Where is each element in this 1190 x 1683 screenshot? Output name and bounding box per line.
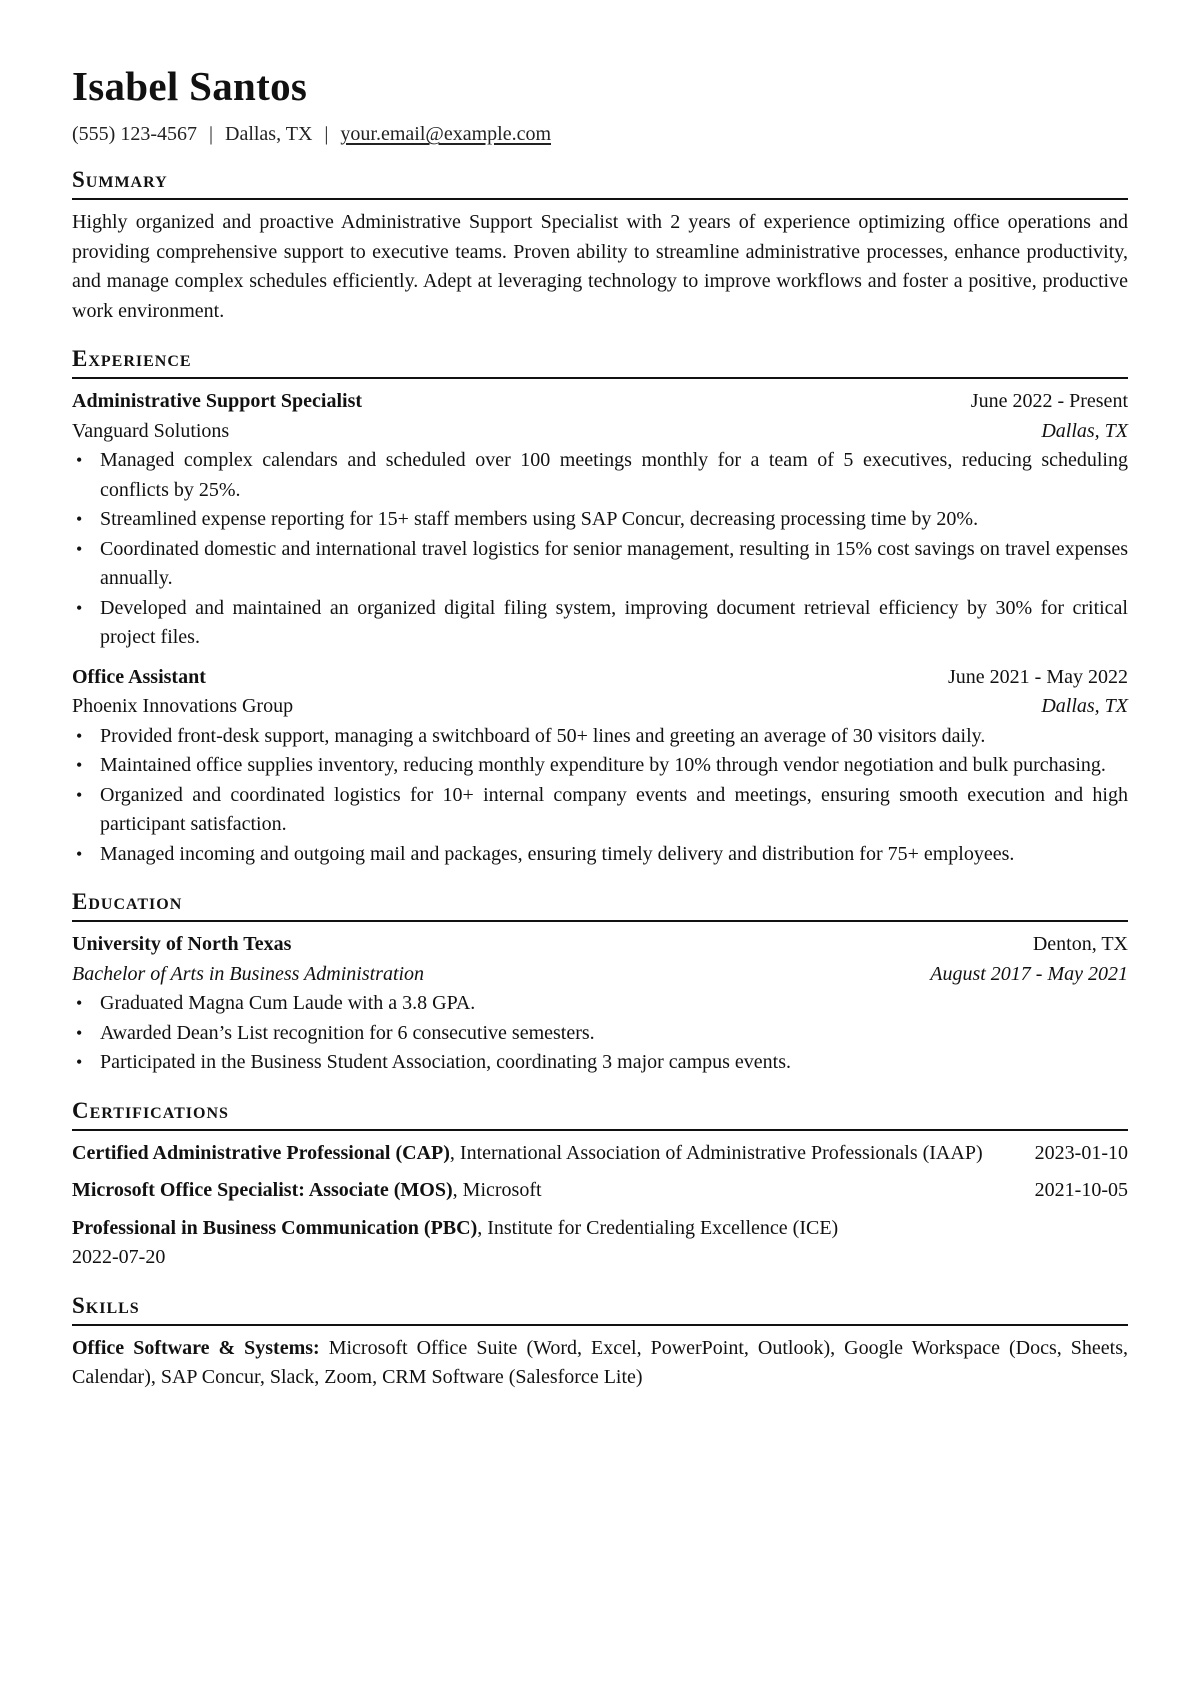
- education-bullets: [72, 989, 1128, 1078]
- degree: Bachelor of Arts in Business Administration: [72, 962, 425, 985]
- job-entry: [72, 663, 1128, 870]
- job-title: Administrative Support Specialist: [72, 390, 363, 412]
- section-title-education: Education: [72, 889, 1128, 922]
- job-location: Dallas, TX: [1041, 695, 1128, 717]
- experience-section: [72, 346, 1128, 869]
- phone-number: (555) 123-4567: [72, 123, 197, 145]
- separator: |: [208, 123, 213, 145]
- summary-text: Highly organized and proactive Administrative Support Specialist with 2 years of experience optimizing office operations and providing comprehensive support to executive teams. Proven ability to streamline administrative processes, enhance productivity, and manage complex schedules efficiently. Adept at leveraging technology to improve workflows and foster a positive, productive work environment.: [72, 211, 1128, 322]
- education-section: [72, 889, 1128, 1078]
- list-item: • Maintained office supplies inventory, reducing monthly expenditure by 10% through vendor negotiation and bulk purchasing.: [72, 751, 1128, 781]
- certification-date: 2023-01-10: [1034, 1141, 1128, 1164]
- section-title-skills: Skills: [72, 1293, 1128, 1326]
- candidate-name: Isabel Santos: [72, 63, 308, 109]
- certification-item: Professional in Business Communication (PBC), Institute for Credentialing Excellence (ICE) 2022-07-20: [72, 1216, 839, 1268]
- resume-page: [72, 62, 1128, 1393]
- certification-item: 2021-10-05 Microsoft Office Specialist: Associate (MOS), Microsoft: [72, 1176, 1128, 1206]
- separator: |: [324, 123, 329, 145]
- list-item: • Graduated Magna Cum Laude with a 3.8 GPA.: [72, 989, 1128, 1019]
- company-name: Vanguard Solutions: [72, 419, 230, 442]
- skills-line: [72, 1334, 1128, 1393]
- education-dates: August 2017 - May 2021: [930, 962, 1128, 985]
- certification-date: 2022-07-20: [72, 1246, 166, 1268]
- company-name: Phoenix Innovations Group: [72, 695, 294, 717]
- job-dates: June 2022 - Present: [970, 390, 1128, 412]
- school-name: University of North Texas: [72, 933, 292, 955]
- certification-name: Certified Administrative Professional (CAP): [72, 1141, 450, 1164]
- skills-list: Microsoft Office Suite (Word, Excel, PowerPoint, Outlook), Google Workspace (Docs, Sheets, Calendar), SAP Concur, Slack, Zoom, CRM Software (Salesforce Lite): [72, 1336, 1129, 1388]
- skills-category: Office Software & Systems:: [72, 1336, 320, 1359]
- section-title-summary: Summary: [72, 167, 1128, 200]
- list-item: • Provided front-desk support, managing a switchboard of 50+ lines and greeting an average of 30 visitors daily.: [72, 722, 1128, 752]
- certification-issuer: Microsoft: [462, 1179, 542, 1201]
- section-title-experience: Experience: [72, 346, 1128, 379]
- skills-section: [72, 1293, 1128, 1393]
- list-item: • Participated in the Business Student Association, coordinating 3 major campus events.: [72, 1048, 1128, 1078]
- certification-name: Professional in Business Communication (PBC): [72, 1216, 478, 1239]
- certifications-section: [72, 1098, 1128, 1273]
- email-link[interactable]: your.email@example.com: [340, 123, 551, 145]
- list-item: • Managed incoming and outgoing mail and packages, ensuring timely delivery and distribution for 75+ employees.: [72, 840, 1128, 870]
- contact-line: [72, 121, 1128, 147]
- list-item: • Coordinated domestic and international travel logistics for senior management, resulting in 15% cost savings on travel expenses annually.: [72, 535, 1128, 594]
- certification-item: Certified Administrative Professional (CAP), International Association of Administrative Professionals (IAAP) 2023-01-10: [72, 1139, 1128, 1169]
- job-bullets: [72, 446, 1128, 653]
- certification-issuer: International Association of Administrative Professionals (IAAP): [459, 1141, 983, 1164]
- certification-date: 2021-10-05: [1034, 1179, 1128, 1201]
- job-location: Dallas, TX: [1041, 419, 1128, 442]
- list-item: • Developed and maintained an organized digital filing system, improving document retrieval efficiency by 30% for critical project files.: [72, 594, 1128, 653]
- list-item: • Streamlined expense reporting for 15+ staff members using SAP Concur, decreasing processing time by 20%.: [72, 505, 1128, 535]
- list-item: • Awarded Dean’s List recognition for 6 consecutive semesters.: [72, 1019, 1128, 1049]
- certification-issuer: Institute for Credentialing Excellence (ICE): [487, 1216, 839, 1239]
- job-entry: [72, 387, 1128, 653]
- certification-name: Microsoft Office Specialist: Associate (MOS): [72, 1179, 453, 1201]
- section-title-certifications: Certifications: [72, 1098, 1128, 1131]
- job-dates: June 2021 - May 2022: [948, 665, 1128, 688]
- job-title: Office Assistant: [72, 665, 206, 688]
- summary-section: [72, 167, 1128, 326]
- list-item: • Organized and coordinated logistics for 10+ internal company events and meetings, ensuring smooth execution and high participant satisfaction.: [72, 781, 1128, 840]
- list-item: • Managed complex calendars and scheduled over 100 meetings monthly for a team of 5 executives, reducing scheduling conflicts by 25%.: [72, 446, 1128, 505]
- location: Dallas, TX: [225, 123, 313, 145]
- school-location: Denton, TX: [1032, 933, 1128, 955]
- job-bullets: [72, 722, 1128, 870]
